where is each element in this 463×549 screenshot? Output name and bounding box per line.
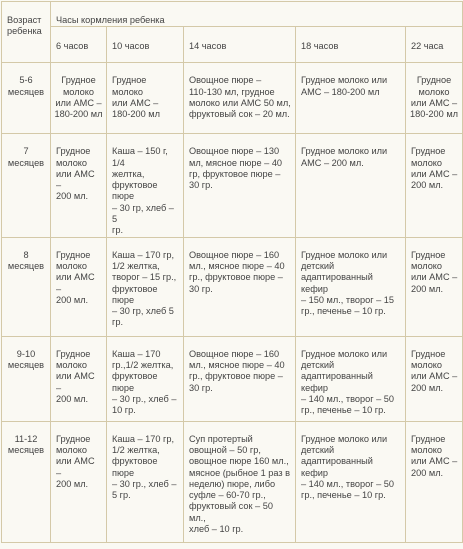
feeding-cell: Грудное молоко или АМС – 200 мл. [51, 237, 107, 336]
age-cell: 11-12 месяцев [2, 421, 51, 542]
feeding-cell: Грудное молоко или АМС – 200 мл. [51, 421, 107, 542]
feeding-cell: Грудное молоко или детский адаптированный кефир – 140 мл., творог – 50 гр., печенье – 10 гр. [296, 421, 406, 542]
time-header-14: 14 часов [184, 27, 296, 63]
feeding-cell: Грудное молоко или АМС – 200 мл. [51, 336, 107, 421]
header-row-times [2, 27, 463, 63]
feeding-cell: Грудное молоко или АМС – 200 мл. [296, 134, 406, 237]
feeding-cell: Грудное молоко или АМС – 200 мл. [406, 336, 463, 421]
feeding-cell: Грудное молоко или детский адаптированный кефир – 150 мл., творог – 15 гр., печенье – 10 гр. [296, 237, 406, 336]
age-header [2, 2, 51, 63]
age-cell: 7 месяцев [2, 134, 51, 237]
age-header-label: Возраст ребенка [7, 15, 42, 37]
feeding-cell: Каша – 170 гр, 1/2 желтка, творог – 15 гр., фруктовое пюре – 30 гр, хлеб 5 гр. [107, 237, 184, 336]
feeding-cell: Грудное молоко или АМС – 200 мл. [406, 134, 463, 237]
feeding-cell: Грудное молоко или АМС – 200 мл. [406, 237, 463, 336]
table-row [2, 63, 463, 134]
age-cell: 8 месяцев [2, 237, 51, 336]
feeding-cell: Каша – 170 гр.,1/2 желтка, фруктовое пюре – 30 гр., хлеб – 10 гр. [107, 336, 184, 421]
table-row [2, 421, 463, 542]
header-row-group [2, 2, 463, 27]
table-row [2, 336, 463, 421]
age-cell: 9-10 месяцев [2, 336, 51, 421]
feeding-cell: Грудное молоко или АМС – 200 мл. [406, 421, 463, 542]
time-header-6: 6 часов [51, 27, 107, 63]
table-row [2, 134, 463, 237]
feeding-cell: Грудное молоко или детский адаптированный кефир – 140 мл., творог – 50 гр., печенье – 10 гр. [296, 336, 406, 421]
feeding-cell: Грудное молоко или АМС – 180-200 мл [406, 63, 463, 134]
feeding-cell: Суп протертый овощной – 50 гр, овощное пюре 160 мл., мясное (рыбное 1 раз в неделю) пюре, либо суфле – 60-70 гр., фруктовый сок – 50 мл., хлеб – 10 гр. [184, 421, 296, 542]
feeding-cell: Овощное пюре – 160 мл., мясное пюре – 40 гр., фруктовое пюре – 30 гр. [184, 336, 296, 421]
feeding-hours-header [51, 2, 463, 27]
feeding-cell: Овощное пюре – 110-130 мл, грудное молоко или АМС 50 мл, фруктовый сок – 20 мл. [184, 63, 296, 134]
feeding-cell: Овощное пюре – 160 мл., мясное пюре – 40 гр., фруктовое пюре – 30 гр. [184, 237, 296, 336]
feeding-cell: Овощное пюре – 130 мл, мясное пюре – 40 гр, фруктовое пюре – 30 гр. [184, 134, 296, 237]
feeding-cell: Грудное молоко или АМС – 180-200 мл [296, 63, 406, 134]
feeding-cell: Грудное молоко или АМС – 200 мл. [51, 134, 107, 237]
feeding-cell: Каша – 150 г, 1/4 желтка, фруктовое пюре – 30 гр, хлеб – 5 гр. [107, 134, 184, 237]
feeding-cell: Грудное молоко или АМС – 180-200 мл [107, 63, 184, 134]
time-header-22: 22 часа [406, 27, 463, 63]
feeding-hours-label: Часы кормления ребенка [56, 15, 165, 25]
feeding-schedule-table [1, 1, 463, 543]
time-header-18: 18 часов [296, 27, 406, 63]
feeding-cell: Каша – 170 гр, 1/2 желтка, фруктовое пюре – 30 гр., хлеб – 5 гр. [107, 421, 184, 542]
table-row [2, 237, 463, 336]
feeding-cell: Грудное молоко или АМС – 180-200 мл [51, 63, 107, 134]
time-header-10: 10 часов [107, 27, 184, 63]
age-cell: 5-6 месяцев [2, 63, 51, 134]
